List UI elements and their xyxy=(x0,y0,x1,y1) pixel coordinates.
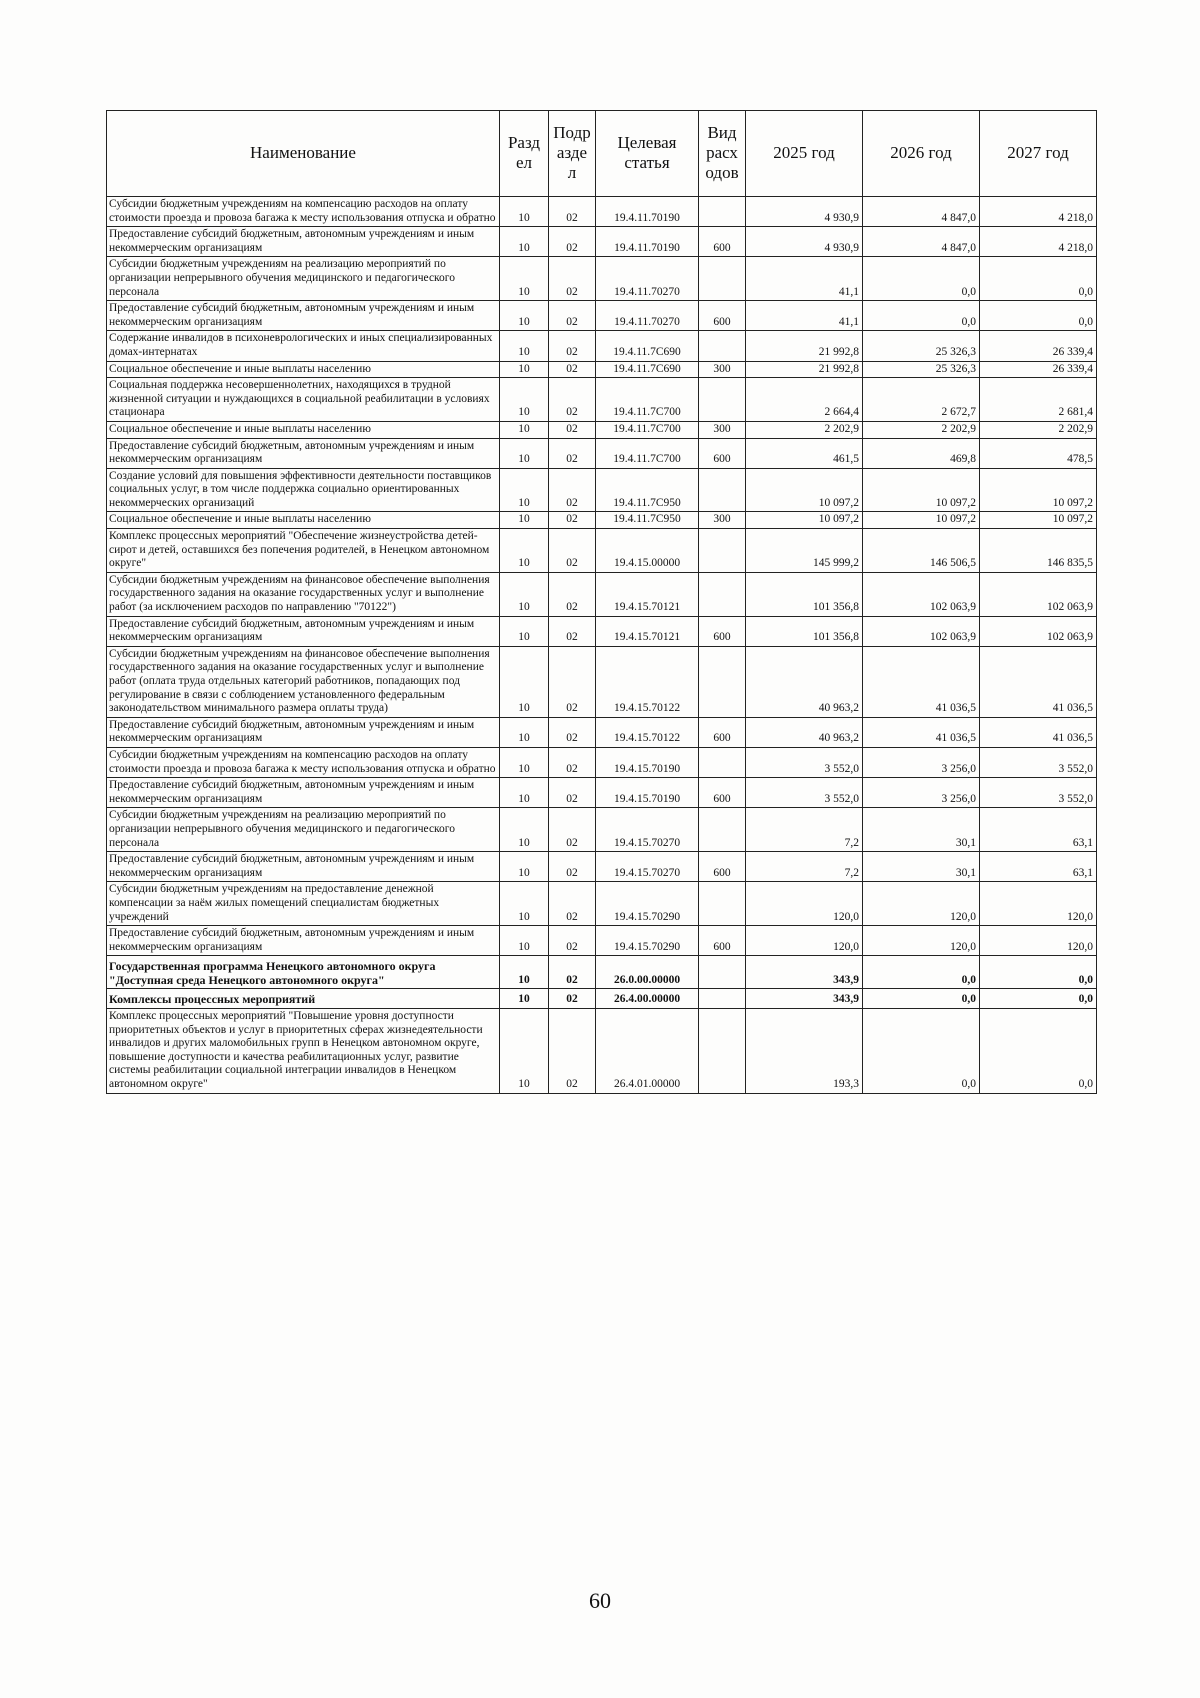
header-row xyxy=(107,111,1097,197)
cell-kind xyxy=(699,646,746,717)
cell-2027: 3 552,0 xyxy=(980,778,1097,808)
cell-target: 19.4.11.7С950 xyxy=(596,468,699,512)
cell-2027: 146 835,5 xyxy=(980,529,1097,573)
cell-2026: 0,0 xyxy=(863,257,980,301)
cell-subsection: 02 xyxy=(549,646,596,717)
cell-subsection: 02 xyxy=(549,512,596,529)
cell-2027: 10 097,2 xyxy=(980,512,1097,529)
table-row xyxy=(107,301,1097,331)
cell-2025: 40 963,2 xyxy=(746,646,863,717)
cell-2026: 469,8 xyxy=(863,438,980,468)
cell-name: Социальное обеспечение и иные выплаты населению xyxy=(107,512,500,529)
header-2026: 2026 год xyxy=(863,111,980,197)
cell-target: 26.0.00.00000 xyxy=(596,956,699,989)
cell-kind: 300 xyxy=(699,512,746,529)
cell-name: Субсидии бюджетным учреждениям на реализацию мероприятий по организации непрерывного обучения медицинского и педагогического персонала xyxy=(107,257,500,301)
cell-subsection: 02 xyxy=(549,852,596,882)
cell-kind: 600 xyxy=(699,778,746,808)
cell-2027: 2 681,4 xyxy=(980,378,1097,422)
cell-2025: 101 356,8 xyxy=(746,572,863,616)
cell-2027: 102 063,9 xyxy=(980,572,1097,616)
cell-section: 10 xyxy=(500,616,549,646)
cell-name: Социальное обеспечение и иные выплаты населению xyxy=(107,421,500,438)
cell-subsection: 02 xyxy=(549,468,596,512)
cell-section: 10 xyxy=(500,989,549,1009)
table-row xyxy=(107,1009,1097,1094)
cell-name: Субсидии бюджетным учреждениям на финансовое обеспечение выполнения государственного задания на оказание государственных услуг и выполнение работ (за исключением расходов по направлению "70122") xyxy=(107,572,500,616)
cell-kind xyxy=(699,257,746,301)
cell-target: 19.4.15.70190 xyxy=(596,778,699,808)
cell-section: 10 xyxy=(500,956,549,989)
cell-subsection: 02 xyxy=(549,882,596,926)
table-row xyxy=(107,197,1097,227)
cell-target: 19.4.15.70190 xyxy=(596,747,699,777)
cell-2026: 2 202,9 xyxy=(863,421,980,438)
cell-2025: 2 664,4 xyxy=(746,378,863,422)
cell-name: Содержание инвалидов в психоневрологических и иных специализированных домах-интернатах xyxy=(107,331,500,361)
table-row xyxy=(107,227,1097,257)
cell-2026: 3 256,0 xyxy=(863,778,980,808)
cell-section: 10 xyxy=(500,512,549,529)
table-row xyxy=(107,421,1097,438)
cell-section: 10 xyxy=(500,529,549,573)
cell-2026: 0,0 xyxy=(863,1009,980,1094)
cell-2025: 4 930,9 xyxy=(746,197,863,227)
cell-2026: 2 672,7 xyxy=(863,378,980,422)
cell-2025: 10 097,2 xyxy=(746,512,863,529)
cell-2025: 10 097,2 xyxy=(746,468,863,512)
cell-kind: 600 xyxy=(699,301,746,331)
cell-name: Субсидии бюджетным учреждениям на финансовое обеспечение выполнения государственного задания на оказание государственных услуг и выполнение работ (оплата труда отдельных категорий работников, попадающих под регулирование в связи с соблюдением установленного федеральным законодательством минимального размера оплаты труда) xyxy=(107,646,500,717)
cell-section: 10 xyxy=(500,926,549,956)
cell-2025: 4 930,9 xyxy=(746,227,863,257)
cell-name: Предоставление субсидий бюджетным, автономным учреждениям и иным некоммерческим организациям xyxy=(107,778,500,808)
cell-subsection: 02 xyxy=(549,378,596,422)
cell-kind xyxy=(699,882,746,926)
cell-2025: 145 999,2 xyxy=(746,529,863,573)
cell-target: 19.4.11.70270 xyxy=(596,257,699,301)
cell-subsection: 02 xyxy=(549,989,596,1009)
cell-2026: 3 256,0 xyxy=(863,747,980,777)
cell-target: 19.4.15.70121 xyxy=(596,572,699,616)
cell-subsection: 02 xyxy=(549,572,596,616)
cell-2026: 41 036,5 xyxy=(863,646,980,717)
cell-2027: 0,0 xyxy=(980,301,1097,331)
cell-kind xyxy=(699,468,746,512)
table-row xyxy=(107,468,1097,512)
header-name: Наименование xyxy=(107,111,500,197)
cell-2027: 63,1 xyxy=(980,852,1097,882)
cell-2025: 2 202,9 xyxy=(746,421,863,438)
cell-name: Комплекс процессных мероприятий "Повышение уровня доступности приоритетных объектов и услуг в приоритетных сферах жизнедеятельности инвалидов и других маломобильных групп в Ненецком автономном округе, повышение доступности и качества реабилитационных услуг, развитие системы реабилитации социальной интеграции инвалидов в Ненецком автономном округе" xyxy=(107,1009,500,1094)
table-row xyxy=(107,331,1097,361)
cell-kind: 600 xyxy=(699,227,746,257)
cell-section: 10 xyxy=(500,378,549,422)
table-row xyxy=(107,989,1097,1009)
cell-2027: 120,0 xyxy=(980,882,1097,926)
cell-section: 10 xyxy=(500,227,549,257)
cell-name: Предоставление субсидий бюджетным, автономным учреждениям и иным некоммерческим организациям xyxy=(107,438,500,468)
cell-subsection: 02 xyxy=(549,956,596,989)
cell-target: 19.4.15.70122 xyxy=(596,646,699,717)
table-row xyxy=(107,956,1097,989)
cell-section: 10 xyxy=(500,717,549,747)
cell-section: 10 xyxy=(500,747,549,777)
cell-2027: 0,0 xyxy=(980,257,1097,301)
cell-2026: 25 326,3 xyxy=(863,331,980,361)
cell-2026: 102 063,9 xyxy=(863,572,980,616)
cell-2027: 10 097,2 xyxy=(980,468,1097,512)
cell-name: Социальная поддержка несовершеннолетних, находящихся в трудной жизненной ситуации и нуждающихся в социальной реабилитации в условиях стационара xyxy=(107,378,500,422)
cell-2025: 343,9 xyxy=(746,989,863,1009)
cell-target: 19.4.15.70290 xyxy=(596,882,699,926)
cell-2026: 41 036,5 xyxy=(863,717,980,747)
page-number: 60 xyxy=(589,1588,611,1613)
table-row xyxy=(107,529,1097,573)
cell-2027: 3 552,0 xyxy=(980,747,1097,777)
cell-2025: 120,0 xyxy=(746,882,863,926)
cell-section: 10 xyxy=(500,852,549,882)
cell-2026: 0,0 xyxy=(863,301,980,331)
cell-target: 19.4.15.70122 xyxy=(596,717,699,747)
cell-section: 10 xyxy=(500,301,549,331)
cell-kind xyxy=(699,331,746,361)
cell-kind xyxy=(699,378,746,422)
table-row xyxy=(107,512,1097,529)
table-row xyxy=(107,616,1097,646)
cell-section: 10 xyxy=(500,421,549,438)
cell-kind xyxy=(699,529,746,573)
cell-name: Комплекс процессных мероприятий "Обеспечение жизнеустройства детей-сирот и детей, оставшихся без попечения родителей, в Ненецком автономном округе" xyxy=(107,529,500,573)
header-2027: 2027 год xyxy=(980,111,1097,197)
cell-section: 10 xyxy=(500,331,549,361)
cell-2026: 146 506,5 xyxy=(863,529,980,573)
cell-subsection: 02 xyxy=(549,717,596,747)
table-row xyxy=(107,361,1097,378)
cell-subsection: 02 xyxy=(549,227,596,257)
header-subsection: Подр азде л xyxy=(549,111,596,197)
cell-subsection: 02 xyxy=(549,197,596,227)
cell-section: 10 xyxy=(500,572,549,616)
cell-subsection: 02 xyxy=(549,926,596,956)
cell-section: 10 xyxy=(500,361,549,378)
cell-name: Предоставление субсидий бюджетным, автономным учреждениям и иным некоммерческим организациям xyxy=(107,926,500,956)
cell-kind: 600 xyxy=(699,438,746,468)
cell-kind: 300 xyxy=(699,361,746,378)
cell-2026: 10 097,2 xyxy=(863,512,980,529)
cell-kind xyxy=(699,956,746,989)
cell-name: Комплексы процессных мероприятий xyxy=(107,989,500,1009)
cell-2027: 120,0 xyxy=(980,926,1097,956)
cell-name: Предоставление субсидий бюджетным, автономным учреждениям и иным некоммерческим организациям xyxy=(107,717,500,747)
table-row xyxy=(107,808,1097,852)
table-row xyxy=(107,438,1097,468)
cell-subsection: 02 xyxy=(549,778,596,808)
cell-subsection: 02 xyxy=(549,257,596,301)
cell-target: 19.4.11.7С700 xyxy=(596,421,699,438)
cell-2027: 4 218,0 xyxy=(980,227,1097,257)
cell-target: 19.4.15.70270 xyxy=(596,808,699,852)
cell-2027: 102 063,9 xyxy=(980,616,1097,646)
cell-target: 19.4.11.70190 xyxy=(596,197,699,227)
cell-2026: 4 847,0 xyxy=(863,227,980,257)
cell-target: 19.4.15.00000 xyxy=(596,529,699,573)
cell-subsection: 02 xyxy=(549,361,596,378)
cell-name: Государственная программа Ненецкого автономного округа "Доступная среда Ненецкого автономного округа" xyxy=(107,956,500,989)
cell-2025: 3 552,0 xyxy=(746,778,863,808)
cell-target: 19.4.15.70121 xyxy=(596,616,699,646)
table-row xyxy=(107,572,1097,616)
cell-2025: 21 992,8 xyxy=(746,331,863,361)
cell-kind: 600 xyxy=(699,717,746,747)
cell-name: Субсидии бюджетным учреждениям на реализацию мероприятий по организации непрерывного обучения медицинского и педагогического персонала xyxy=(107,808,500,852)
cell-2026: 102 063,9 xyxy=(863,616,980,646)
cell-section: 10 xyxy=(500,1009,549,1094)
header-target: Целевая статья xyxy=(596,111,699,197)
cell-target: 19.4.11.7С700 xyxy=(596,438,699,468)
cell-target: 19.4.11.7С690 xyxy=(596,361,699,378)
cell-2027: 41 036,5 xyxy=(980,717,1097,747)
cell-2027: 26 339,4 xyxy=(980,331,1097,361)
cell-2026: 30,1 xyxy=(863,808,980,852)
cell-2025: 41,1 xyxy=(746,257,863,301)
cell-2026: 4 847,0 xyxy=(863,197,980,227)
cell-2025: 41,1 xyxy=(746,301,863,331)
cell-name: Предоставление субсидий бюджетным, автономным учреждениям и иным некоммерческим организациям xyxy=(107,852,500,882)
cell-kind xyxy=(699,747,746,777)
header-section: Разд ел xyxy=(500,111,549,197)
cell-section: 10 xyxy=(500,808,549,852)
cell-2025: 193,3 xyxy=(746,1009,863,1094)
cell-kind xyxy=(699,1009,746,1094)
cell-name: Субсидии бюджетным учреждениям на компенсацию расходов на оплату стоимости проезда и провоза багажа к месту использования отпуска и обратно xyxy=(107,197,500,227)
table-row xyxy=(107,926,1097,956)
cell-name: Создание условий для повышения эффективности деятельности поставщиков социальных услуг, в том числе поддержка социально ориентированных некоммерческих организаций xyxy=(107,468,500,512)
cell-kind: 600 xyxy=(699,616,746,646)
cell-subsection: 02 xyxy=(549,331,596,361)
cell-2025: 7,2 xyxy=(746,852,863,882)
cell-2025: 7,2 xyxy=(746,808,863,852)
cell-kind xyxy=(699,197,746,227)
cell-section: 10 xyxy=(500,646,549,717)
cell-2026: 25 326,3 xyxy=(863,361,980,378)
cell-subsection: 02 xyxy=(549,421,596,438)
cell-2027: 41 036,5 xyxy=(980,646,1097,717)
cell-kind: 600 xyxy=(699,926,746,956)
cell-2026: 0,0 xyxy=(863,956,980,989)
cell-section: 10 xyxy=(500,197,549,227)
cell-2027: 4 218,0 xyxy=(980,197,1097,227)
cell-name: Предоставление субсидий бюджетным, автономным учреждениям и иным некоммерческим организациям xyxy=(107,301,500,331)
cell-section: 10 xyxy=(500,882,549,926)
cell-kind xyxy=(699,989,746,1009)
cell-subsection: 02 xyxy=(549,529,596,573)
cell-2025: 120,0 xyxy=(746,926,863,956)
cell-section: 10 xyxy=(500,778,549,808)
cell-subsection: 02 xyxy=(549,1009,596,1094)
cell-section: 10 xyxy=(500,468,549,512)
table-row xyxy=(107,882,1097,926)
cell-2027: 0,0 xyxy=(980,1009,1097,1094)
table-row xyxy=(107,717,1097,747)
cell-2025: 101 356,8 xyxy=(746,616,863,646)
cell-target: 26.4.00.00000 xyxy=(596,989,699,1009)
cell-subsection: 02 xyxy=(549,808,596,852)
table-row xyxy=(107,646,1097,717)
cell-2025: 461,5 xyxy=(746,438,863,468)
cell-name: Субсидии бюджетным учреждениям на предоставление денежной компенсации за наём жилых помещений специалистам бюджетных учреждений xyxy=(107,882,500,926)
cell-target: 19.4.11.7С700 xyxy=(596,378,699,422)
cell-subsection: 02 xyxy=(549,616,596,646)
cell-2026: 120,0 xyxy=(863,882,980,926)
header-kind: Вид расх одов xyxy=(699,111,746,197)
cell-kind xyxy=(699,808,746,852)
cell-target: 19.4.15.70270 xyxy=(596,852,699,882)
cell-2027: 63,1 xyxy=(980,808,1097,852)
cell-subsection: 02 xyxy=(549,747,596,777)
cell-name: Социальное обеспечение и иные выплаты населению xyxy=(107,361,500,378)
table-row xyxy=(107,257,1097,301)
cell-target: 19.4.11.7С950 xyxy=(596,512,699,529)
cell-2027: 0,0 xyxy=(980,956,1097,989)
cell-2026: 10 097,2 xyxy=(863,468,980,512)
cell-kind: 600 xyxy=(699,852,746,882)
table-row xyxy=(107,778,1097,808)
cell-name: Предоставление субсидий бюджетным, автономным учреждениям и иным некоммерческим организациям xyxy=(107,227,500,257)
table-header xyxy=(107,111,1097,197)
cell-target: 19.4.11.70190 xyxy=(596,227,699,257)
cell-2027: 478,5 xyxy=(980,438,1097,468)
table-row xyxy=(107,378,1097,422)
cell-target: 26.4.01.00000 xyxy=(596,1009,699,1094)
cell-2026: 120,0 xyxy=(863,926,980,956)
cell-target: 19.4.11.7С690 xyxy=(596,331,699,361)
budget-table xyxy=(106,110,1097,1094)
cell-2027: 0,0 xyxy=(980,989,1097,1009)
cell-2025: 343,9 xyxy=(746,956,863,989)
cell-section: 10 xyxy=(500,438,549,468)
cell-subsection: 02 xyxy=(549,301,596,331)
cell-2027: 26 339,4 xyxy=(980,361,1097,378)
table-row xyxy=(107,852,1097,882)
cell-2026: 0,0 xyxy=(863,989,980,1009)
cell-kind: 300 xyxy=(699,421,746,438)
table-row xyxy=(107,747,1097,777)
cell-name: Субсидии бюджетным учреждениям на компенсацию расходов на оплату стоимости проезда и провоза багажа к месту использования отпуска и обратно xyxy=(107,747,500,777)
cell-2025: 21 992,8 xyxy=(746,361,863,378)
cell-subsection: 02 xyxy=(549,438,596,468)
cell-2027: 2 202,9 xyxy=(980,421,1097,438)
cell-name: Предоставление субсидий бюджетным, автономным учреждениям и иным некоммерческим организациям xyxy=(107,616,500,646)
cell-target: 19.4.11.70270 xyxy=(596,301,699,331)
cell-section: 10 xyxy=(500,257,549,301)
header-2025: 2025 год xyxy=(746,111,863,197)
cell-target: 19.4.15.70290 xyxy=(596,926,699,956)
cell-2025: 3 552,0 xyxy=(746,747,863,777)
table-body xyxy=(107,197,1097,1094)
cell-kind xyxy=(699,572,746,616)
cell-2026: 30,1 xyxy=(863,852,980,882)
cell-2025: 40 963,2 xyxy=(746,717,863,747)
